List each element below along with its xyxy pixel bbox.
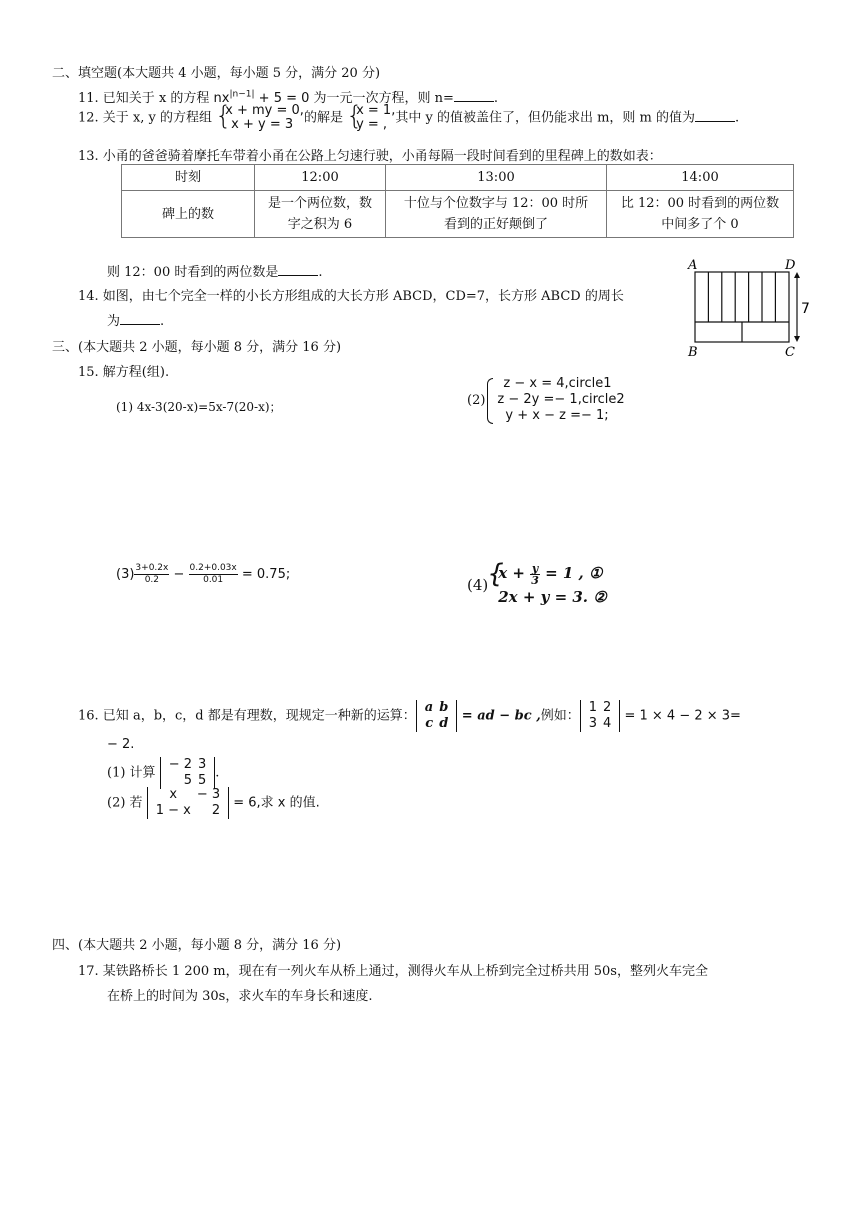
label-d: D: [785, 258, 796, 273]
ex-11: 1: [588, 700, 598, 715]
q16-part2-text: = 6,求 x 的值.: [229, 795, 320, 811]
det-d: d: [439, 716, 449, 731]
q16-example-prefix: 例如：: [540, 708, 580, 724]
q14-end: .: [160, 314, 165, 329]
q11-eq-rest: + 5 = 0: [254, 91, 310, 106]
ex-12: 2: [603, 700, 612, 715]
q12-eq1: { x + my = 0,: [225, 103, 304, 118]
q14-prefix: 为: [107, 314, 121, 329]
q16-example-determinant: [580, 700, 621, 732]
q12-solution: [347, 104, 395, 132]
frac1-numerator: 3+0.2x: [135, 563, 169, 573]
q16-part2: [107, 787, 320, 819]
det-b: b: [439, 700, 449, 715]
eq1-lhs: x +: [498, 564, 531, 582]
q11-eq-term: nx: [213, 91, 230, 106]
q12-mid: 的解是: [303, 110, 348, 126]
row-label: 碑上的数: [122, 191, 255, 238]
det-c: c: [425, 716, 434, 731]
cell-1300-line1: 十位与个位数字与 12：00 时所: [403, 196, 589, 211]
q12-sol2: y = ,: [356, 117, 388, 132]
q16-def-determinant: [416, 700, 458, 732]
q15-part2-eq2: z − 2y =− 1,circle2: [497, 392, 625, 407]
section-three-heading: 三、(本大题共 2 小题，每小题 8 分，满分 16 分): [52, 340, 342, 355]
q14-line2: [107, 310, 164, 329]
label-length: 7: [801, 301, 810, 317]
cell-1200: [255, 191, 386, 238]
q15-part3-frac1: [134, 563, 169, 586]
q16-prefix: 16. 已知 a，b，c，d 都是有理数，现规定一种新的运算：: [78, 708, 416, 724]
m-21: 5: [183, 773, 192, 788]
q15-part3-rhs: = 0.75;: [237, 567, 291, 582]
q15-part2: [467, 376, 625, 424]
q11-answer-blank[interactable]: [454, 89, 494, 102]
header-cell-time: 时刻: [122, 165, 255, 191]
question-13-text: 13. 小甬的爸爸骑着摩托车带着小甬在公路上匀速行驶，小甬每隔一段时间看到的里程碑上的数如表：: [78, 149, 662, 164]
det-a: a: [424, 700, 434, 715]
q16-example-result: = 1 × 4 − 2 × 3=: [620, 708, 741, 724]
ex-21: 3: [588, 716, 598, 731]
q15-part2-eq3: y + x − z =− 1;: [505, 408, 609, 423]
n-21: 1 − x: [155, 803, 191, 818]
section-two-heading: 二、填空题(本大题共 4 小题，每小题 5 分，满分 20 分): [52, 66, 381, 81]
q15-part4: [467, 562, 607, 608]
q16-line2: − 2.: [107, 737, 135, 752]
q16-definition: = ad − bc ,: [457, 708, 541, 724]
question-12: [78, 104, 739, 132]
q15-part3: [116, 563, 290, 586]
q17-line1: 17. 某铁路桥长 1 200 m，现在有一列火车从桥上通过，测得火车从上桥到完全过桥共用 50s，整列火车完全: [78, 964, 708, 979]
cell-1400-line1: 比 12：00 时看到的两位数: [620, 196, 780, 211]
n-12: − 3: [196, 787, 221, 802]
cell-1300: [386, 191, 607, 238]
q16-part1-prefix: (1) 计算: [107, 765, 160, 781]
q16-part2-prefix: (2) 若: [107, 795, 147, 811]
q13-end: .: [318, 265, 323, 280]
q15-part1: (1) 4x-3(20-x)=5x-7(20-x)；: [116, 400, 282, 414]
q15-part3-minus: −: [169, 567, 189, 582]
q16-part2-determinant: [147, 787, 229, 819]
rectangle-figure: [686, 258, 812, 362]
eq1-rhs: = 1 , ①: [539, 564, 603, 582]
q15-part4-eq1: [498, 562, 606, 586]
q12-sol1: { x = 1,: [356, 103, 396, 118]
q13-answer-blank[interactable]: [278, 263, 318, 276]
header-cell-1300: 13:00: [386, 165, 607, 191]
cell-1300-line2: 看到的正好颠倒了: [443, 217, 548, 232]
q15-part2-label: (2): [467, 392, 486, 408]
q16-part1-end: .: [215, 765, 220, 781]
m-22: 5: [197, 773, 207, 788]
m-12: 3: [197, 757, 207, 772]
q12-system: [216, 104, 304, 132]
header-cell-1200: 12:00: [255, 165, 386, 191]
cell-1200-line2: 字之积为 6: [287, 217, 353, 232]
question-16: [78, 700, 741, 732]
q12-end: .: [735, 110, 740, 126]
q16-part1: [107, 757, 219, 789]
cell-1200-line1: 是一个两位数，数: [267, 196, 372, 211]
q12-answer-blank[interactable]: [695, 109, 735, 122]
q15-part3-frac2: [189, 563, 238, 586]
q11-prefix: 11. 已知关于 x 的方程: [78, 91, 214, 106]
q14-line1: 14. 如图，由七个完全一样的小长方形组成的大长方形 ABCD，CD=7，长方形 ABCD 的周长: [78, 289, 624, 304]
label-b: B: [688, 345, 698, 360]
q15-part4-label: (4): [467, 575, 489, 594]
m-11: − 2: [168, 757, 192, 772]
q15-part4-eq2: 2x + y = 3. ②: [498, 587, 607, 606]
milestone-table: [121, 164, 794, 238]
q16-part1-determinant: [160, 757, 216, 789]
q15-part2-eq1: z − x = 4,circle1: [503, 376, 612, 391]
q14-answer-blank[interactable]: [120, 312, 160, 325]
eq1-frac: [530, 563, 540, 586]
eq1-frac-num: y: [531, 561, 539, 575]
cell-1400: [607, 191, 794, 238]
frac2-numerator: 0.2+0.03x: [189, 563, 237, 573]
q17-line2: 在桥上的时间为 30s，求火车的车身长和速度.: [107, 989, 373, 1004]
q12-prefix: 12. 关于 x, y 的方程组: [78, 110, 217, 126]
frac2-denominator: 0.01: [203, 575, 224, 585]
q12-eq2: x + y = 3: [231, 117, 294, 132]
n-22: 2: [211, 803, 221, 818]
q11-text: 为一元一次方程，则 n=: [309, 91, 454, 106]
n-11: x: [169, 787, 178, 802]
q13-answer-line: [107, 261, 323, 280]
q15-part3-label: (3): [116, 567, 135, 582]
eq1-frac-den: 3: [531, 573, 539, 587]
cell-1400-line2: 中间多了个 0: [661, 217, 739, 232]
frac1-denominator: 0.2: [144, 575, 160, 585]
header-cell-1400: 14:00: [607, 165, 794, 191]
table-row: [122, 191, 794, 238]
ex-22: 4: [603, 716, 612, 731]
label-c: C: [785, 345, 795, 360]
section-four-heading: 四、(本大题共 2 小题，每小题 8 分，满分 16 分): [52, 938, 342, 953]
q11-exponent: |n−1|: [229, 89, 255, 100]
q11-end: .: [493, 91, 499, 106]
q15-title: 15. 解方程(组).: [78, 365, 170, 380]
q13-after: 则 12：00 时看到的两位数是: [107, 265, 279, 280]
label-a: A: [688, 258, 698, 273]
q15-part4-system: [488, 562, 606, 608]
table-header-row: [122, 165, 794, 191]
q15-part2-system: [485, 376, 624, 424]
q12-text: 其中 y 的值被盖住了，但仍能求出 m，则 m 的值为: [395, 110, 696, 126]
